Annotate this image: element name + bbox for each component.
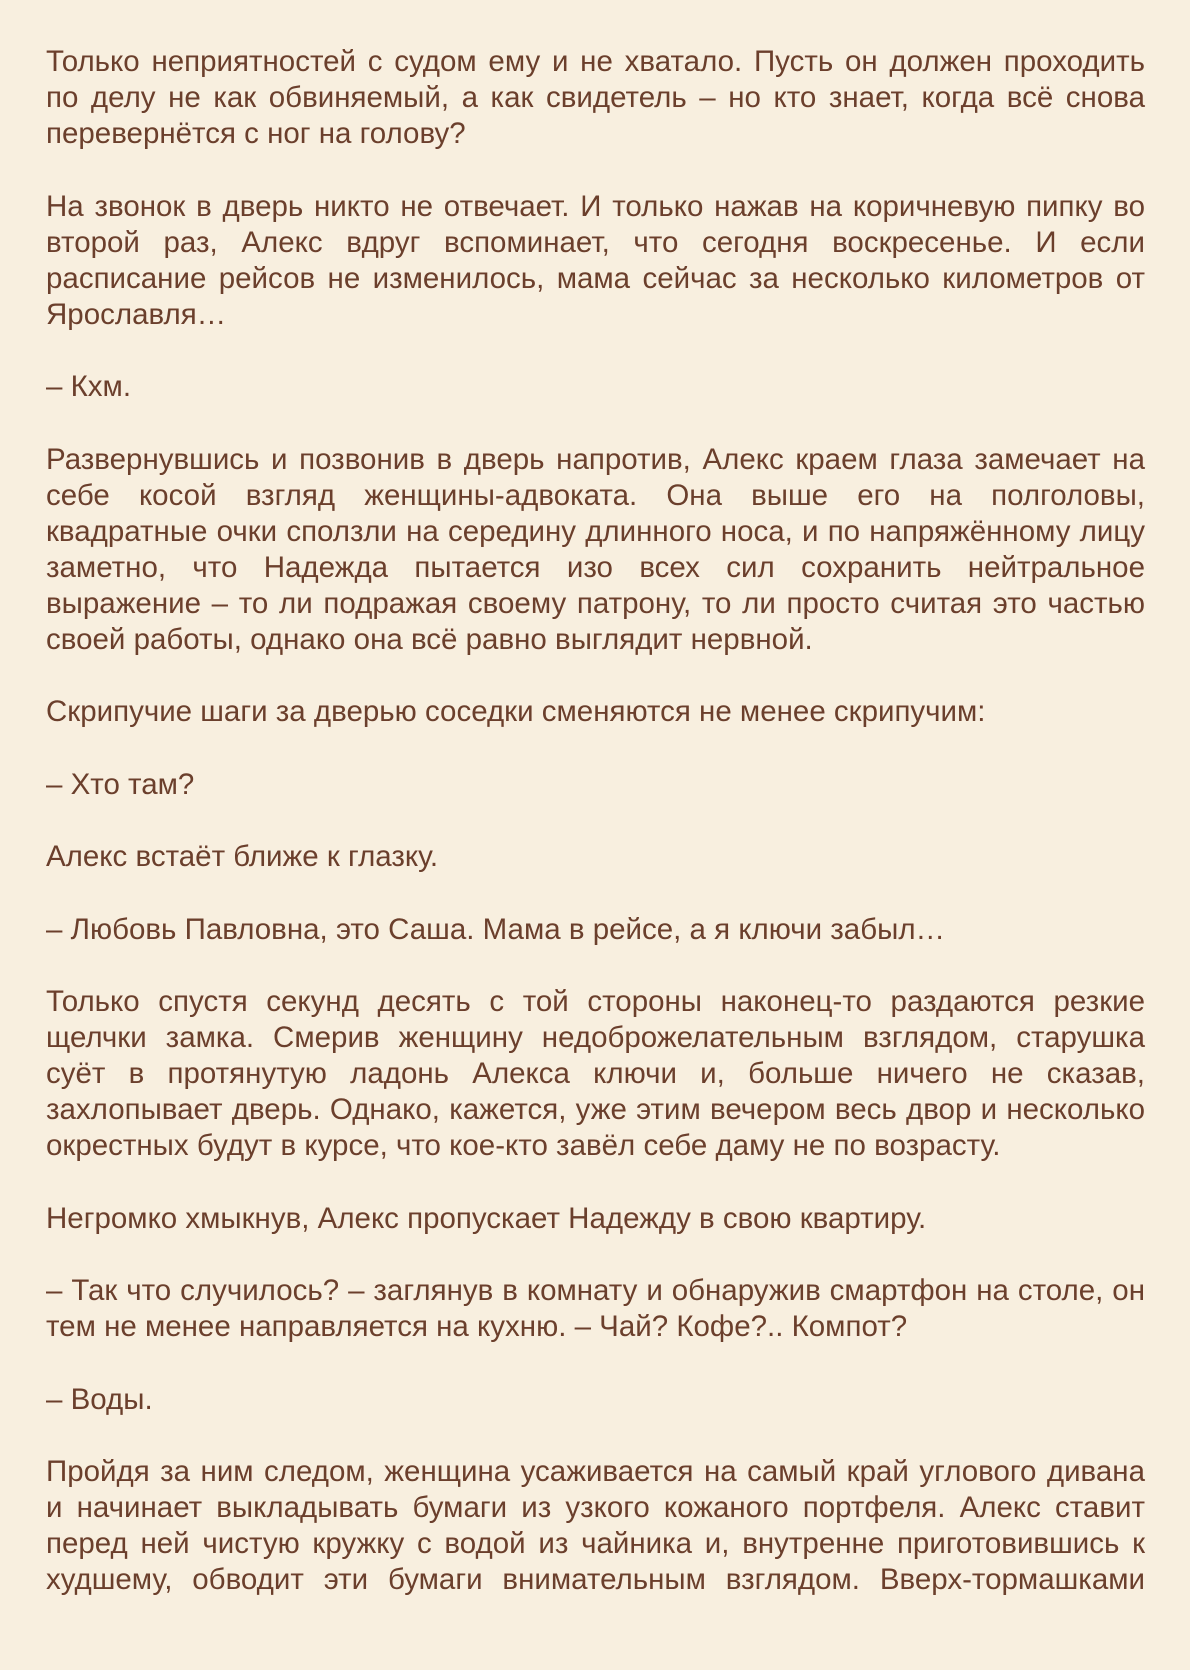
paragraph: – Так что случилось? – заглянув в комнату и обнаружив смартфон на столе, он тем не менее направляется на кухню. – Чай? Кофе?.. Компот?	[46, 1274, 1145, 1343]
paragraph: Пройдя за ним следом, женщина усаживается на самый край углового дивана и начинает выкладывать бумаги из узкого кожаного портфеля. Алекс ставит перед ней чистую кружку с водой из чайника и, внутренне приготовившись к худшему, обводит эти бумаги внимательным взглядом. Вверх-тормашками	[46, 1455, 1145, 1596]
paragraph: – Воды.	[46, 1382, 153, 1416]
paragraph: На звонок в дверь никто не отвечает. И только нажав на коричневую пипку во второй раз, Алекс вдруг вспоминает, что сегодня воскресенье. И если расписание рейсов не изменилось, мама сейчас за несколько километров от Ярославля…	[46, 189, 1145, 331]
paragraph: Негромко хмыкнув, Алекс пропускает Надежду в свою квартиру.	[46, 1201, 927, 1235]
paragraph: Развернувшись и позвонив в дверь напротив, Алекс краем глаза замечает на себе косой взгляд женщины-адвоката. Она выше его на полголовы, квадратные очки сползли на середину длинного носа, и по напряжённому лицу заметно, что Надежда пытается изо всех сил сохранить нейтральное выражение – то ли подражая своему патрону, то ли просто считая это частью своей работы, однако она всё равно выглядит нервной.	[46, 442, 1145, 656]
paragraph: – Хто там?	[46, 767, 195, 801]
paragraph: Алекс встаёт ближе к глазку.	[46, 840, 439, 873]
paragraph: – Любовь Павловна, это Саша. Мама в рейсе, а я ключи забыл…	[46, 912, 946, 946]
paragraph: Только спустя секунд десять с той стороны наконец-то раздаются резкие щелчки замка. Смерив женщину недоброжелательным взглядом, старушка суёт в протянутую ладонь Алекса ключи и, больше ничего не сказав, захлопывает дверь. Однако, кажется, уже этим вечером весь двор и несколько окрестных будут в курсе, что кое-кто завёл себе даму не по возрасту.	[46, 985, 1145, 1162]
paragraph: Только неприятностей с судом ему и не хватало. Пусть он должен проходить по делу не как обвиняемый, а как свидетель – но кто знает, когда всё снова перевернётся с ног на голову?	[46, 45, 1145, 150]
paragraph: – Кхм.	[46, 370, 132, 403]
paragraph: Скрипучие шаги за дверью соседки сменяются не менее скрипучим:	[46, 695, 986, 728]
